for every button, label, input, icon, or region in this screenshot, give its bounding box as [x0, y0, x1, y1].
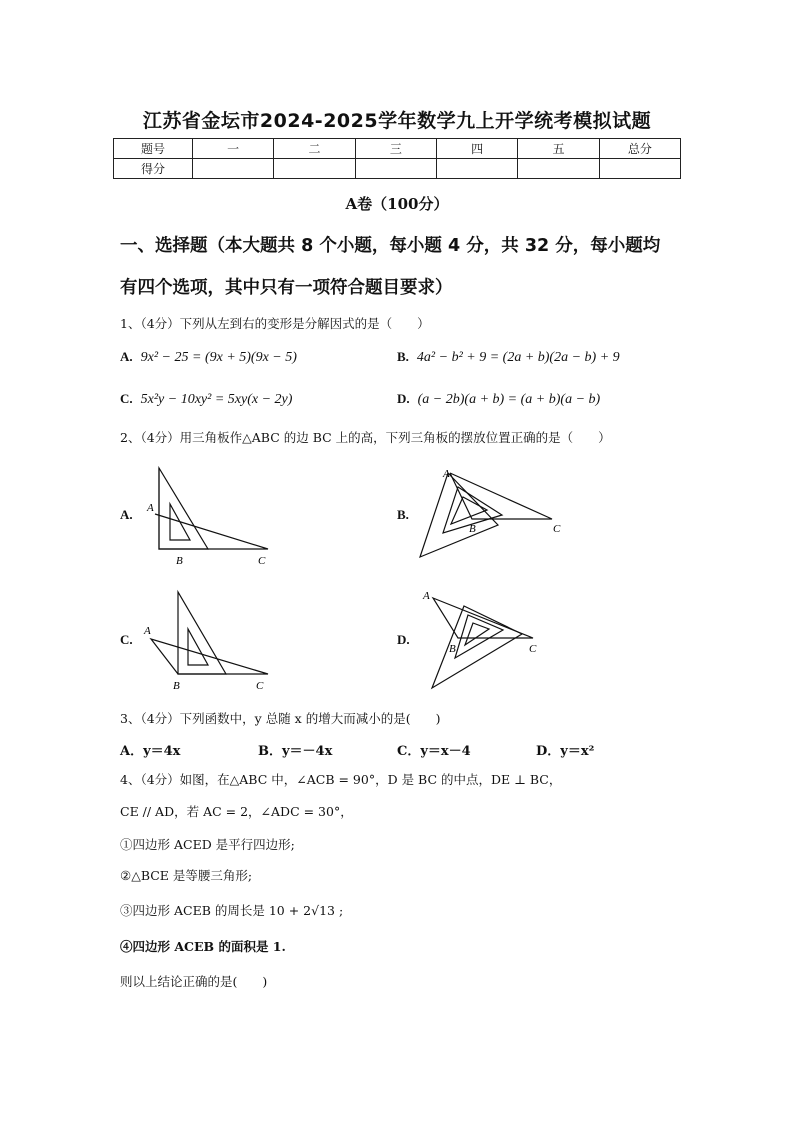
q4-statement-1: ①四边形 ACED 是平行四边形;: [120, 837, 295, 852]
score-cell[interactable]: [599, 159, 680, 179]
q2c-point-a: A: [144, 625, 151, 637]
q1-option-c-label: C.: [120, 391, 133, 406]
volume-heading: A卷（100分）: [345, 195, 449, 213]
score-header-cell: 二: [274, 139, 355, 159]
score-cell[interactable]: [355, 159, 436, 179]
q2-option-b-label[interactable]: B.: [397, 507, 409, 522]
score-header-cell: 总分: [599, 139, 680, 159]
q3-stem: 3、（4分）下列函数中，y 总随 x 的增大而减小的是( ): [120, 711, 441, 726]
q1-option-b-label: B.: [397, 349, 409, 364]
score-table-score-row: [114, 159, 681, 179]
q2b-point-a: A: [443, 468, 450, 480]
q2-figure-a: [140, 460, 300, 572]
q1-option-d-label: D.: [397, 391, 410, 406]
q3-option-c[interactable]: C．y＝x－4: [397, 744, 471, 759]
q2-stem: 2、（4分）用三角板作△ABC 的边 BC 上的高，下列三角板的摆放位置正确的是（ ）: [120, 430, 611, 445]
score-header-cell: 三: [355, 139, 436, 159]
score-cell[interactable]: [274, 159, 355, 179]
q2c-point-c: C: [256, 680, 264, 692]
q2d-point-b: B: [449, 643, 456, 655]
score-header-cell: 一: [193, 139, 274, 159]
q2a-point-c: C: [258, 555, 266, 567]
score-header-cell: 四: [436, 139, 517, 159]
q4-stem-line1: 4、（4分）如图，在△ABC 中，∠ACB = 90°，D 是 BC 的中点，DE ⊥ BC，: [120, 772, 562, 787]
q3-option-b[interactable]: B．y＝－4x: [258, 744, 333, 759]
q1-option-a-text: 9x² − 25 = (9x + 5)(9x − 5): [140, 350, 297, 365]
q2c-point-b: B: [173, 680, 180, 692]
score-row-label: 得分: [114, 159, 193, 179]
q4-question: 则以上结论正确的是( ): [120, 974, 268, 989]
q4-statement-2: ②△BCE 是等腰三角形;: [120, 868, 253, 883]
q3-option-a[interactable]: A．y＝4x: [120, 744, 181, 759]
q4-statement-4: ④四边形 ACEB 的面积是 1.: [120, 939, 286, 954]
score-header-cell: 五: [518, 139, 599, 159]
q2-figure-c: [140, 585, 300, 697]
q4-statement-3: ③四边形 ACEB 的周长是 10 + 2√13 ;: [120, 903, 344, 918]
score-cell[interactable]: [193, 159, 274, 179]
q1-option-d-text: (a − 2b)(a + b) = (a + b)(a − b): [417, 392, 601, 407]
q1-option-b-text: 4a² − b² + 9 = (2a + b)(2a − b) + 9: [416, 350, 620, 365]
q2a-point-a: A: [147, 502, 154, 514]
q4-stem-line2: CE // AD，若 AC = 2，∠ADC = 30°，: [120, 804, 353, 819]
score-cell[interactable]: [436, 159, 517, 179]
q2-figure-d: [415, 585, 585, 693]
q3-option-d[interactable]: D．y＝x²: [536, 744, 595, 759]
q1-option-b[interactable]: [397, 349, 620, 366]
q1-stem: 1、（4分）下列从左到右的变形是分解因式的是（ ）: [120, 316, 430, 331]
q2b-point-b: B: [469, 523, 476, 535]
exam-title: 江苏省金坛市2024-2025学年数学九上开学统考模拟试题: [142, 110, 652, 132]
q2-option-d-label[interactable]: D.: [397, 632, 410, 647]
q2d-point-c: C: [529, 643, 537, 655]
q2a-point-b: B: [176, 555, 183, 567]
q1-option-d[interactable]: [397, 391, 600, 408]
score-header-cell: 题号: [114, 139, 193, 159]
q2-option-c-label[interactable]: C.: [120, 632, 133, 647]
q1-option-c[interactable]: [120, 391, 292, 408]
q1-option-c-text: 5x²y − 10xy² = 5xy(x − 2y): [140, 392, 293, 407]
q1-option-a[interactable]: [120, 349, 297, 366]
score-cell[interactable]: [518, 159, 599, 179]
section-heading-line1: 一、选择题（本大题共 8 个小题，每小题 4 分，共 32 分，每小题均: [120, 236, 661, 256]
q2-option-a-label[interactable]: A.: [120, 507, 133, 522]
q2-figure-b: [415, 460, 585, 568]
score-table: [113, 138, 681, 179]
q2b-point-c: C: [553, 523, 561, 535]
section-heading-line2: 有四个选项，其中只有一项符合题目要求）: [120, 278, 453, 298]
q1-option-a-label: A.: [120, 349, 133, 364]
score-table-header-row: [114, 139, 681, 159]
q2d-point-a: A: [423, 590, 430, 602]
